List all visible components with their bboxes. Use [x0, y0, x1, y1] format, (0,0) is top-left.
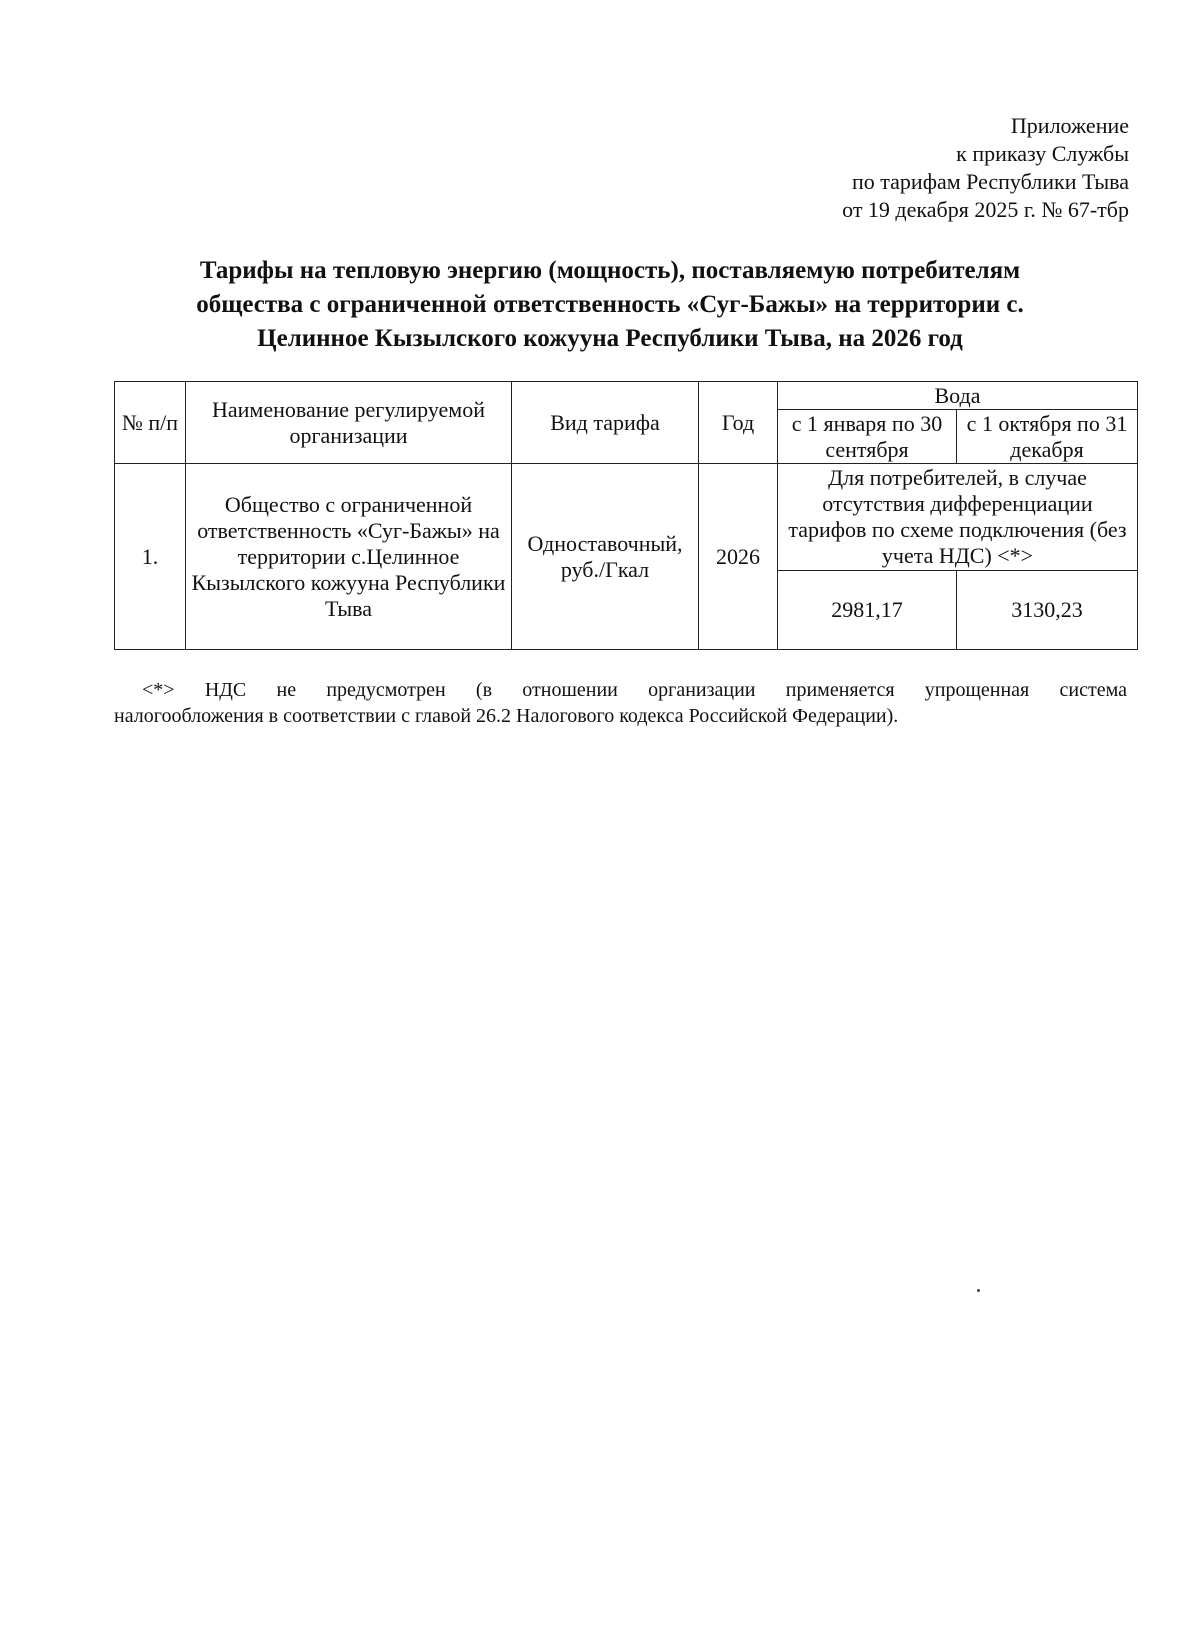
tariffs-table	[114, 381, 1138, 650]
scan-speck	[977, 1289, 980, 1292]
cell-value-2: 3130,23	[957, 571, 1138, 650]
appendix-line-4: от 19 декабря 2025 г. № 67-тбр	[842, 197, 1129, 222]
header-type: Вид тарифа	[512, 382, 699, 464]
appendix-header	[842, 112, 1129, 224]
cell-type: Одноставочный, руб./Гкал	[512, 464, 699, 650]
title-line-1: Тарифы на тепловую энергию (мощность), поставляемую потребителям	[199, 257, 1021, 284]
table-row	[115, 464, 1138, 571]
appendix-line-3: по тарифам Республики Тыва	[852, 169, 1129, 194]
cell-consumer-note: Для потребителей, в случае отсутствия дифференциации тарифов по схеме подключения (без учета НДС) <*>	[778, 464, 1138, 571]
footnote-line-2: налогообложения в соответствии с главой 26.2 Налогового кодекса Российской Федерации).	[114, 705, 899, 727]
footnote-line-1: <*> НДС не предусмотрен (в отношении организации применяется упрощенная система	[142, 679, 1127, 701]
table-header-row	[115, 382, 1138, 410]
title-line-2: общества с ограниченной ответственность «Суг-Бажы» на территории с.	[196, 291, 1024, 318]
cell-year: 2026	[699, 464, 778, 650]
header-period-1: с 1 января по 30 сентября	[778, 410, 957, 464]
header-num: № п/п	[115, 382, 186, 464]
header-org: Наименование регулируемой организации	[186, 382, 512, 464]
document-title	[110, 254, 1110, 356]
appendix-line-2: к приказу Службы	[956, 141, 1129, 166]
header-period-2: с 1 октября по 31 декабря	[957, 410, 1138, 464]
header-year: Год	[699, 382, 778, 464]
cell-org: Общество с ограниченной ответственность «Суг-Бажы» на территории с.Целинное Кызылского кожууна Республики Тыва	[186, 464, 512, 650]
header-water: Вода	[778, 382, 1138, 410]
appendix-line-1: Приложение	[1010, 113, 1129, 138]
cell-num: 1.	[115, 464, 186, 650]
cell-value-1: 2981,17	[778, 571, 957, 650]
title-line-3: Целинное Кызылского кожууна Республики Тыва, на 2026 год	[257, 325, 963, 352]
